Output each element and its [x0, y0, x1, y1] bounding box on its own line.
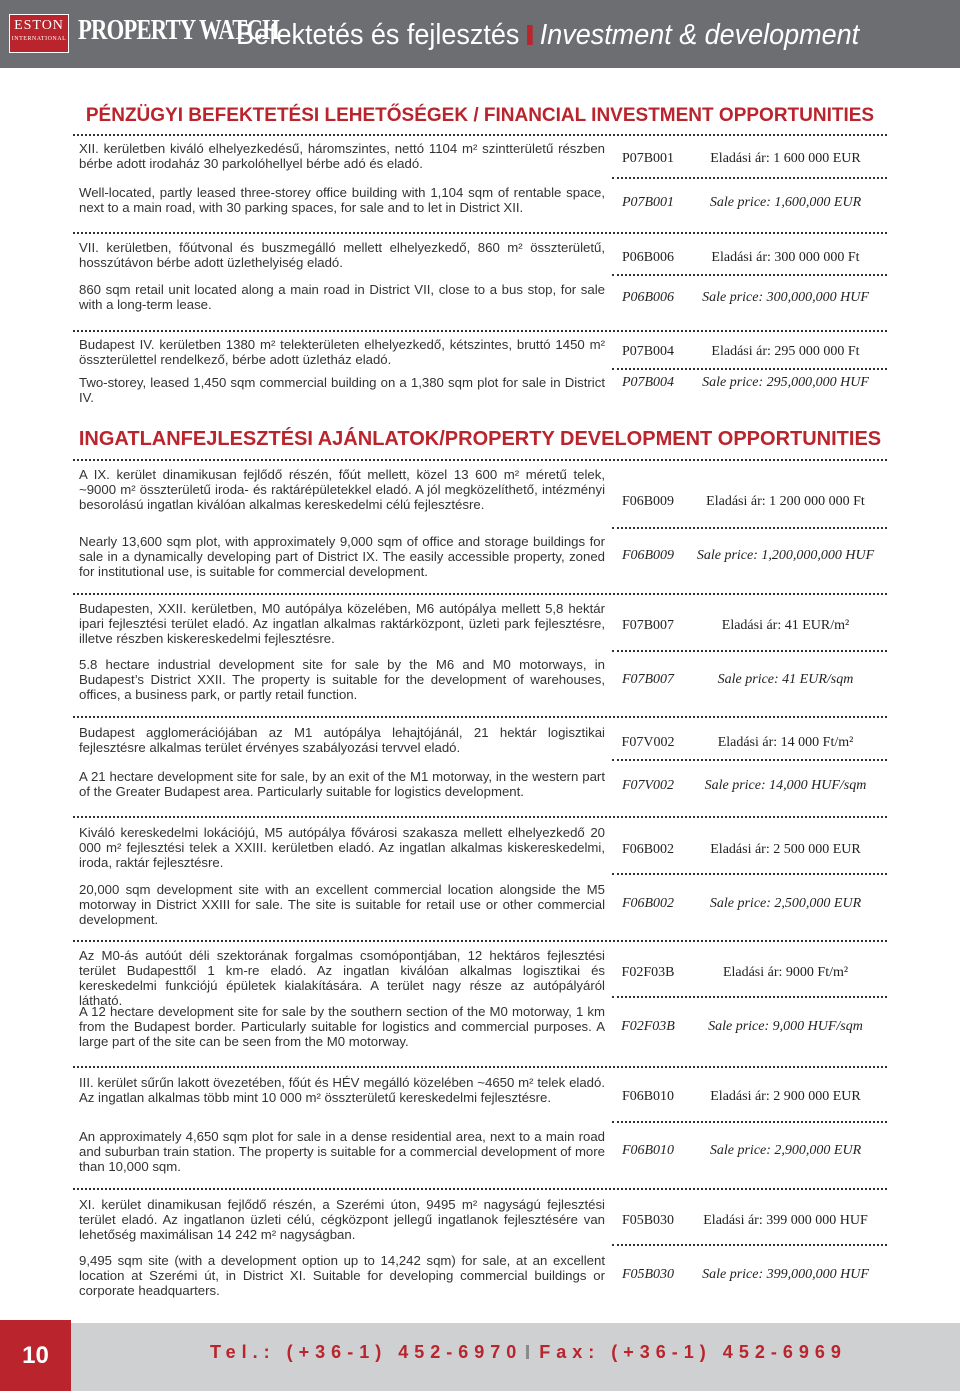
section-title-en: Investment & development	[539, 19, 860, 51]
property-code-en: F05B030	[621, 1267, 675, 1282]
entry-en-text: A 12 hectare development site for sale by the southern section of the M0 motorway, 1 km from the Budapest border. Particularly suitable for logistics and commercial purposes. A large part of the site can be seen from the M0 motorway.	[79, 1004, 605, 1049]
property-code: P06B006	[621, 250, 675, 265]
price-hu: Eladási ár: 2 500 000 EUR	[710, 842, 861, 857]
price-en: Sale price: 295,000,000 HUF	[702, 375, 869, 390]
price-en: Sale price: 2,900,000 EUR	[709, 1143, 862, 1158]
property-code-en: F02F03B	[621, 1019, 675, 1034]
entry-hu-text: Budapest agglomerációjában az M1 autópálya lehajtójánál, 21 hektár logisztikai fejlesztésre alkalmas terület érvényes szabályozási tervvel eladó.	[79, 725, 605, 755]
brand-title: PROPERTY WATCH	[78, 14, 279, 46]
property-code-en: F07V002	[621, 778, 675, 793]
entry-hu-text: Az M0-ás autóút déli szektorának forgalmas csomópontjában, 12 hektáros fejlesztési terület Budapesttől 1 km-re eladó. Az ingatlan kiválóan alkalmas logisztikai és kereskedelmi funkciójú épületek kialakítására. A terület nagy része az autópályáról látható.	[79, 948, 605, 1008]
section-title-hu: Befektetés és fejlesztés	[236, 19, 520, 51]
contact-separator	[526, 1345, 529, 1359]
entry-rule	[73, 1188, 887, 1190]
financial-heading: PÉNZÜGYI BEFEKTETÉSI LEHETŐSÉGEK / FINANCIAL INVESTMENT OPPORTUNITIES	[85, 105, 875, 126]
price-en: Sale price: 14,000 HUF/sqm	[704, 778, 867, 793]
property-code-en: P07B001	[621, 195, 675, 210]
price-hu: Eladási ár: 399 000 000 HUF	[703, 1213, 868, 1228]
property-code-en: P07B004	[621, 375, 675, 390]
property-code-en: F06B009	[621, 548, 675, 563]
property-code: P07B001	[621, 151, 675, 166]
property-code-en: F06B002	[621, 896, 675, 911]
entry-rule	[73, 459, 887, 461]
property-code-en: F07B007	[621, 672, 675, 687]
entry-hu-text: Budapest IV. kerületben 1380 m² telekterületen elhelyezkedő, kétszintes, bruttó 1450 m² összterülettel rendelkező, bérbe adott üzletház eladó.	[79, 337, 605, 367]
title-separator	[527, 25, 533, 45]
fax-number: Fax: (+36-1) 452-6969	[539, 1342, 847, 1362]
price-rule	[612, 759, 887, 761]
entry-hu-text: A IX. kerület dinamikusan fejlődő részén, főút mellett, közel 13 600 m² méretű telek, ~9000 m² összterületű iroda- és raktárépületekkel eladó. A jól megközelíthető, intézményi besorolású ingatlan kiválóan alkalmas kereskedelmi célú fejlesztésre.	[79, 467, 605, 512]
price-en: Sale price: 41 EUR/sqm	[717, 672, 854, 687]
entry-hu-text: Kiváló kereskedelmi lokációjú, M5 autópálya fővárosi szakasza mellett elhelyezkedő 20 000 m² fejlesztési telek a XXIII. kerületben eladó. Az ingatlan alkalmas kiskereskedelmi, iroda, raktár fejlesztésre.	[79, 825, 605, 870]
property-code-en: F06B010	[621, 1143, 675, 1158]
price-rule	[612, 177, 887, 179]
entry-en-text: Nearly 13,600 sqm plot, with approximately 9,000 sqm of office and storage buildings for sale in a dynamically developing part of District IX. The easily accessible property, zoned for institutional use, is suitable for commercial development.	[79, 534, 605, 579]
entry-rule	[73, 330, 887, 332]
price-rule	[612, 996, 887, 998]
entry-hu-text: XI. kerület dinamikusan fejlődő részén, a Szerémi úton, 9495 m² nagyságú fejlesztési terület eladó. Az ingatlanon üzleti célú, cégközpont jellegű ingatlanok fejlesztésére van lehetőség maximálisan 14 242 m² nagyságban.	[79, 1197, 605, 1242]
entry-en-text: 5.8 hectare industrial development site for sale by the M6 and M0 motorways, in Budapest’s District XXII. The property is suitable for the development of warehouses, offices, a business park, or partly retail function.	[79, 657, 605, 702]
entry-hu-text: VII. kerületben, főútvonal és buszmegálló mellett elhelyezkedő, 860 m² összterületű, hosszútávon bérbe adott üzlethelyiség eladó.	[79, 240, 605, 270]
price-hu: Eladási ár: 41 EUR/m²	[721, 618, 850, 633]
price-rule	[612, 368, 887, 370]
entry-rule	[73, 134, 887, 136]
entry-rule	[73, 816, 887, 818]
price-en: Sale price: 399,000,000 HUF	[702, 1267, 869, 1282]
price-en: Sale price: 1,600,000 EUR	[709, 195, 862, 210]
price-en: Sale price: 300,000,000 HUF	[702, 290, 869, 305]
logo-text: ESTON	[14, 18, 64, 33]
property-code-en: P06B006	[621, 290, 675, 305]
entry-rule	[73, 232, 887, 234]
property-code: P07B004	[621, 344, 675, 359]
development-heading: INGATLANFEJLESZTÉSI AJÁNLATOK/PROPERTY DEVELOPMENT OPPORTUNITIES	[78, 428, 882, 450]
entry-hu-text: Budapesten, XXII. kerületben, M0 autópálya közelében, M6 autópálya mellett 5,8 hektár ipari fejlesztési terület eladó. Az ingatlan alkalmas raktárközpont, üzleti park fejlesztésre, illetve részben kiskereskedelmi fejlesztésre.	[79, 601, 605, 646]
price-hu: Eladási ár: 14 000 Ft/m²	[717, 735, 854, 750]
property-code: F06B002	[621, 842, 675, 857]
price-rule	[612, 274, 887, 276]
property-code: F06B009	[621, 494, 675, 509]
entry-en-text: Two-storey, leased 1,450 sqm commercial building on a 1,380 sqm plot for sale in District IV.	[79, 375, 605, 405]
phone-number: Tel.: (+36-1) 452-6970	[210, 1342, 523, 1362]
price-rule	[612, 527, 887, 529]
entry-rule	[73, 1066, 887, 1068]
price-hu: Eladási ár: 2 900 000 EUR	[710, 1089, 861, 1104]
price-hu: Eladási ár: 300 000 000 Ft	[711, 250, 860, 265]
property-code: F02F03B	[621, 965, 675, 980]
price-rule	[612, 1121, 887, 1123]
entry-rule	[73, 940, 887, 942]
price-rule	[612, 1244, 887, 1246]
price-rule	[612, 873, 887, 875]
entry-en-text: 860 sqm retail unit located along a main road in District VII, close to a bus stop, for sale with a long-term lease.	[79, 282, 605, 312]
contact-line	[210, 1342, 847, 1363]
price-en: Sale price: 1,200,000,000 HUF	[696, 548, 875, 563]
property-code: F05B030	[621, 1213, 675, 1228]
property-code: F07V002	[621, 735, 675, 750]
entry-en-text: A 21 hectare development site for sale, by an exit of the M1 motorway, in the western part of the Greater Budapest area. Particularly suitable for logistics development.	[79, 769, 605, 799]
eston-logo	[9, 14, 69, 53]
entry-rule	[73, 593, 887, 595]
entry-hu-text: III. kerület sűrűn lakott övezetében, főút és HÉV megálló közelében ~4650 m² telek eladó. Az ingatlan alkalmas több mint 10 000 m² összterületű kereskedelmi fejlesztésre.	[79, 1075, 605, 1105]
price-en: Sale price: 2,500,000 EUR	[709, 896, 862, 911]
logo-subtext: INTERNATIONAL	[11, 36, 67, 42]
price-rule	[612, 650, 887, 652]
entry-hu-text: XII. kerületben kiváló elhelyezkedésű, háromszintes, nettó 1104 m² szintterületű részben bérbe adott irodaház 30 parkolóhellyel bérbe adó és eladó.	[79, 141, 605, 171]
price-hu: Eladási ár: 9000 Ft/m²	[722, 965, 849, 980]
page-header	[0, 0, 960, 68]
property-code: F07B007	[621, 618, 675, 633]
price-hu: Eladási ár: 1 600 000 EUR	[710, 151, 861, 166]
price-hu: Eladási ár: 1 200 000 000 Ft	[706, 494, 865, 509]
entry-en-text: Well-located, partly leased three-storey office building with 1,104 sqm of rentable space, next to a main road, with 30 parking spaces, for sale and to let in District XII.	[79, 185, 605, 215]
entry-en-text: 20,000 sqm development site with an excellent commercial location alongside the M5 motorway in District XXIII for sale. The site is suitable for retail use or other commercial development.	[79, 882, 605, 927]
entry-en-text: An approximately 4,650 sqm plot for sale in a dense residential area, next to a main road and suburban train station. The property is suitable for a commercial development of more than 10,000 sqm.	[79, 1129, 605, 1174]
page-number: 10	[0, 1320, 71, 1391]
section-title	[236, 19, 859, 52]
entry-rule	[73, 716, 887, 718]
property-code: F06B010	[621, 1089, 675, 1104]
entry-en-text: 9,495 sqm site (with a development option up to 14,242 sqm) for sale, at an excellent location at Szerémi út, in District XI. Suitable for developing commercial buildings or corporate headquarters.	[79, 1253, 605, 1298]
price-hu: Eladási ár: 295 000 000 Ft	[711, 344, 860, 359]
price-en: Sale price: 9,000 HUF/sqm	[708, 1019, 863, 1034]
